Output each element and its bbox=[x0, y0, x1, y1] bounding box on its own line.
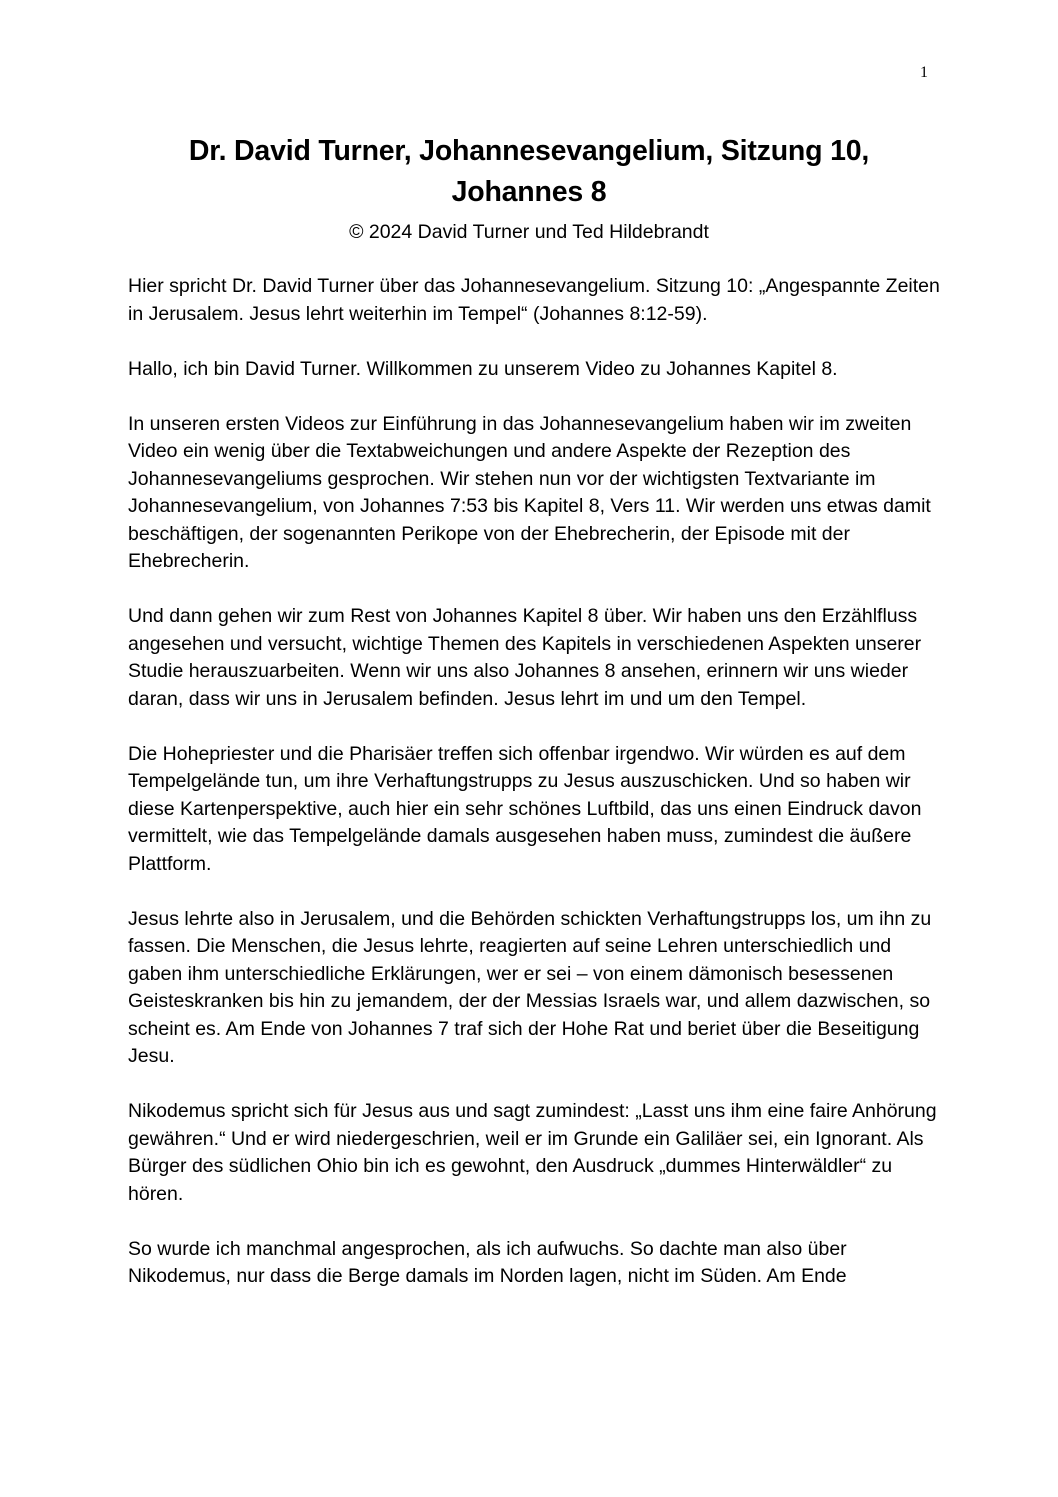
document-title: Dr. David Turner, Johannesevangelium, Sitzung 10, Johannes 8 bbox=[188, 135, 870, 208]
page-number: 1 bbox=[920, 64, 928, 81]
document-body bbox=[128, 273, 940, 1318]
paragraph: Hallo, ich bin David Turner. Willkommen zu unserem Video zu Johannes Kapitel 8. bbox=[128, 357, 838, 380]
paragraph: So wurde ich manchmal angesprochen, als ich aufwuchs. So dachte man also über Nikodemus, nur dass die Berge damals im Norden lagen, nicht im Süden. Am Ende bbox=[128, 1237, 847, 1287]
paragraph: Die Hohepriester und die Pharisäer treffen sich offenbar irgendwo. Wir würden es auf dem Tempelgelände tun, um ihre Verhaftungstrupps zu Jesus auszuschicken. Und so haben wir diese Kartenperspektive, auch hier ein sehr schönes Luftbild, das uns einen Eindruck davon vermittelt, wie das Tempelgelände damals ausgesehen haben muss, zumindest die äußere Plattform. bbox=[128, 742, 922, 875]
copyright-line: © 2024 David Turner und Ted Hildebrandt bbox=[349, 221, 709, 243]
paragraph: Jesus lehrte also in Jerusalem, und die Behörden schickten Verhaftungstrupps los, um ihn zu fassen. Die Menschen, die Jesus lehrte, reagierten auf seine Lehren unterschiedlich und gaben ihm unterschiedliche Erklärungen, wer er sei – von einem dämonisch besessenen Geisteskranken bis hin zu jemandem, der der Messias Israels war, und allem dazwischen, so scheint es. Am Ende von Johannes 7 traf sich der Hohe Rat und beriet über die Beseitigung Jesu. bbox=[128, 907, 932, 1067]
paragraph: Nikodemus spricht sich für Jesus aus und sagt zumindest: „Lasst uns ihm eine faire Anhörung gewähren.“ Und er wird niedergeschrien, weil er im Grunde ein Galiläer sei, ein Ignorant. Als Bürger des südlichen Ohio bin ich es gewohnt, den Ausdruck „dummes Hinterwäldler“ zu hören. bbox=[128, 1100, 937, 1205]
paragraph: Hier spricht Dr. David Turner über das Johannesevangelium. Sitzung 10: „Angespannte Zeiten in Jerusalem. Jesus lehrt weiterhin im Tempel“ (Johannes 8:12-59). bbox=[128, 275, 940, 325]
paragraph: Und dann gehen wir zum Rest von Johannes Kapitel 8 über. Wir haben uns den Erzählfluss angesehen und versucht, wichtige Themen des Kapitels in verschiedenen Aspekten unserer Studie herauszuarbeiten. Wenn wir uns also Johannes 8 ansehen, erinnern wir uns wieder daran, dass wir uns in Jerusalem befinden. Jesus lehrt im und um den Tempel. bbox=[128, 605, 922, 710]
paragraph: In unseren ersten Videos zur Einführung in das Johannesevangelium haben wir im zweiten Video ein wenig über die Textabweichungen und andere Aspekte der Rezeption des Johannesevangeliums gesprochen. Wir stehen nun vor der wichtigsten Textvariante im Johannesevangelium, von Johannes 7:53 bis Kapitel 8, Vers 11. Wir werden uns etwas damit beschäftigen, der sogenannten Perikope von der Ehebrecherin, der Episode mit der Ehebrecherin. bbox=[128, 412, 931, 572]
